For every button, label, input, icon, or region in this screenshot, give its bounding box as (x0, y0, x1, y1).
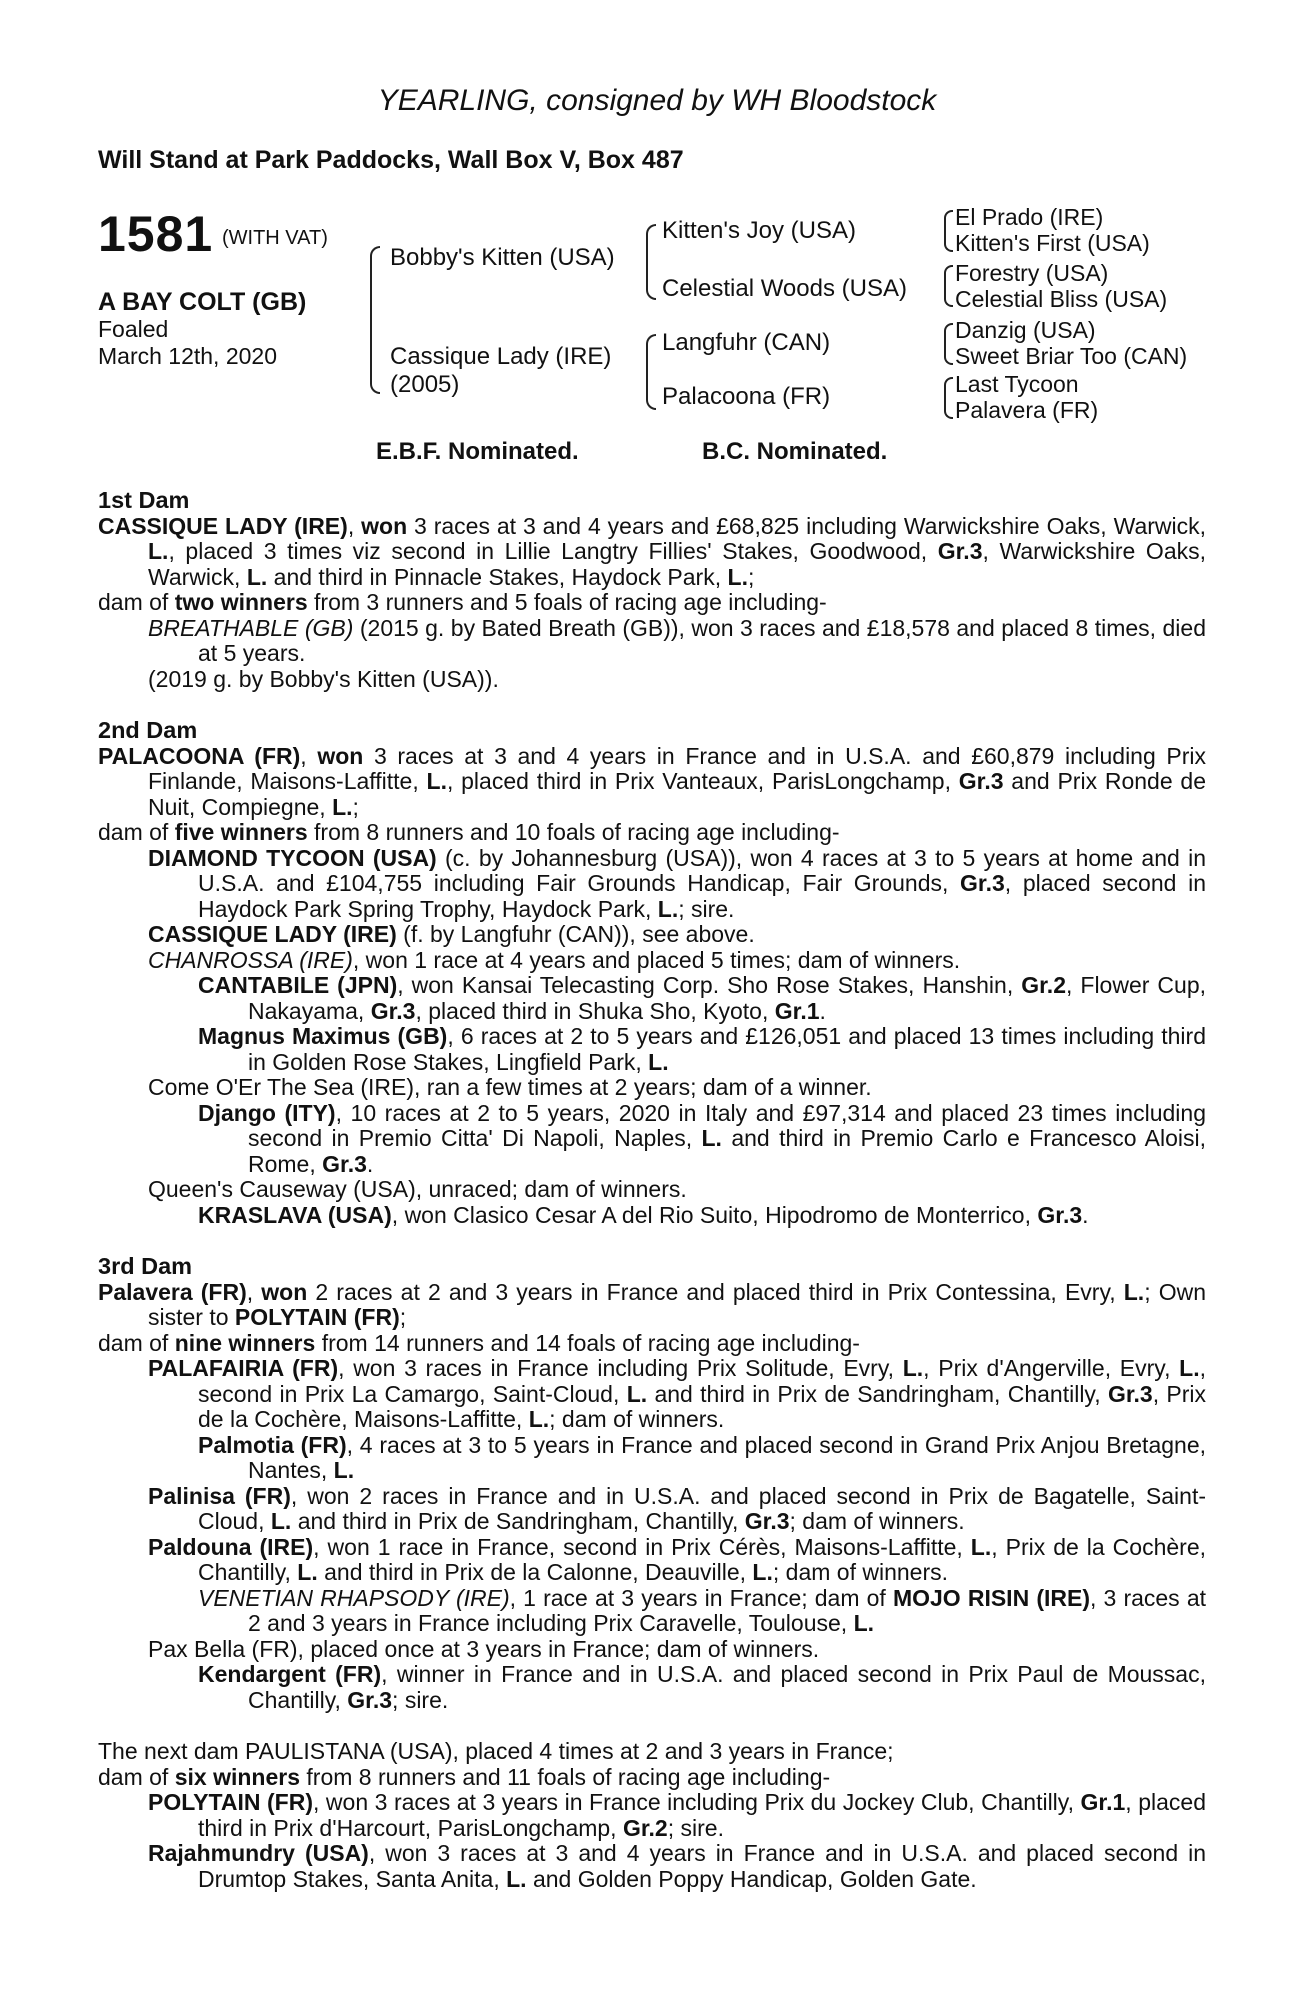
first-dam-produce-summary: dam of two winners from 3 runners and 5 foals of racing age including- (98, 589, 827, 615)
first-dam-foals (98, 616, 1206, 693)
foal-entry: BREATHABLE (GB) (2015 g. by Bated Breath (GB)), won 3 races and £18,578 and placed 8 times, died at 5 years. (148, 614, 1206, 666)
produce-entry: DIAMOND TYCOON (USA) (c. by Johannesburg (USA)), won 4 races at 3 to 5 years at home and in U.S.A. and £104,755 including Fair Grounds Handicap, Fair Grounds, Gr.3, placed second in Haydock Park Spring Trophy, Haydock Park, L.; sire. (148, 844, 1206, 922)
first-dam-section (98, 488, 1206, 692)
grand-produce-entry: Kendargent (FR), winner in France and in U.S.A. and placed second in Prix Paul de Moussac, Chantilly, Gr.3; sire. (198, 1661, 1206, 1713)
pedigree-brace-g1 (944, 210, 953, 252)
grand-produce-entry: CANTABILE (JPN), won Kansai Telecasting Corp. Sho Rose Stakes, Hanshin, Gr.2, Flower Cup, Nakayama, Gr.3, placed third in Shuka Sho, Kyoto, Gr.1. (198, 972, 1207, 1024)
produce-entry: CHANROSSA (IRE), won 1 race at 4 years and placed 5 times; dam of winners. (148, 946, 961, 973)
foal-entry: (2019 g. by Bobby's Kitten (USA)). (148, 665, 499, 692)
pedigree-g3-6: Sweet Briar Too (CAN) (955, 343, 1188, 369)
pedigree-brace-dam (646, 334, 656, 410)
pedigree-g3-3: Forestry (USA) (955, 260, 1109, 286)
pedigree-g3-4: Celestial Bliss (USA) (955, 286, 1168, 312)
pedigree-dam: Cassique Lady (IRE) (390, 343, 612, 370)
pedigree-sire-sire: Kitten's Joy (USA) (662, 217, 856, 244)
produce-entry: Paldouna (IRE), won 1 race in France, second in Prix Cérès, Maisons-Laffitte, L., Prix de la Cochère, Chantilly, L. and third in Prix de la Calonne, Deauville, L.; dam of winners. (148, 1533, 1206, 1585)
pedigree-g3-2: Kitten's First (USA) (955, 230, 1150, 256)
second-dam-record: PALACOONA (FR), won 3 races at 3 and 4 years in France and in U.S.A. and £60,879 including Prix Finlande, Maisons-Laffitte, L., placed third in Prix Vanteaux, ParisLongchamp, Gr.3 and Prix Ronde de Nuit, Compiegne, L.; (98, 742, 1207, 820)
pedigree-brace-sire (646, 224, 656, 300)
vat-note: (WITH VAT) (222, 227, 328, 249)
grand-produce-entry: VENETIAN RHAPSODY (IRE), 1 race at 3 years in France; dam of MOJO RISIN (IRE), 3 races at 2 and 3 years in France including Prix Caravelle, Toulouse, L. (198, 1584, 1207, 1636)
catalogue-header: YEARLING, consigned by WH Bloodstock (377, 84, 937, 117)
produce-entry: CASSIQUE LADY (IRE) (f. by Langfuhr (CAN)), see above. (148, 921, 755, 947)
horse-description: A BAY COLT (GB) (98, 288, 307, 316)
third-dam-heading: 3rd Dam (98, 1253, 193, 1279)
pedigree-g3-8: Palavera (FR) (955, 397, 1099, 423)
pedigree-notes (98, 488, 1206, 1892)
second-dam-produce-summary: dam of five winners from 8 runners and 10 foals of racing age including- (98, 819, 840, 845)
foaled-info (98, 316, 277, 370)
pedigree-dam-dam: Palacoona (FR) (662, 383, 831, 410)
second-dam-section (98, 718, 1206, 1228)
third-dam-produce-summary: dam of nine winners from 14 runners and 14 foals of racing age including- (98, 1329, 860, 1356)
stand-location: Will Stand at Park Paddocks, Wall Box V, Box 487 (98, 146, 684, 174)
first-dam-heading: 1st Dam (98, 487, 190, 513)
pedigree-sire-dam: Celestial Woods (USA) (662, 275, 907, 302)
produce-entry: POLYTAIN (FR), won 3 races at 3 years in France including Prix du Jockey Club, Chantilly, Gr.1, placed third in Prix d'Harcourt, ParisLongchamp, Gr.2; sire. (148, 1789, 1206, 1841)
foaled-date: March 12th, 2020 (98, 343, 278, 369)
pedigree-sire: Bobby's Kitten (USA) (390, 244, 615, 271)
grand-produce-entry: Django (ITY), 10 races at 2 to 5 years, 2020 in Italy and £97,314 and placed 23 times including second in Premio Citta' Di Napoli, Naples, L. and third in Premio Carlo e Francesco Aloisi, Rome, Gr.3. (198, 1099, 1206, 1177)
produce-entry: Queen's Causeway (USA), unraced; dam of winners. (148, 1176, 687, 1202)
third-dam-entries (98, 1356, 1206, 1713)
next-dam-section (98, 1739, 1206, 1892)
next-dam-record: The next dam PAULISTANA (USA), placed 4 times at 2 and 3 years in France; (98, 1738, 894, 1764)
pedigree-g3-5: Danzig (USA) (955, 317, 1096, 343)
pedigree-g3-1: El Prado (IRE) (955, 204, 1104, 230)
third-dam-record: Palavera (FR), won 2 races at 2 and 3 years in France and placed third in Prix Contessina, Evry, L.; Own sister to POLYTAIN (FR); (98, 1278, 1207, 1330)
pedigree-g3-7: Last Tycoon (955, 371, 1079, 397)
grand-produce-entry: Palmotia (FR), 4 races at 3 to 5 years in France and placed second in Grand Prix Anjou Bretagne, Nantes, L. (198, 1431, 1206, 1483)
foaled-label: Foaled (98, 316, 169, 342)
pedigree-dam-year: (2005) (390, 371, 460, 398)
produce-entry: Palinisa (FR), won 2 races in France and in U.S.A. and placed second in Prix de Bagatelle, Saint-Cloud, L. and third in Prix de Sandringham, Chantilly, Gr.3; dam of winners. (148, 1482, 1206, 1534)
produce-entry: PALAFAIRIA (FR), won 3 races in France including Prix Solitude, Evry, L., Prix d'Angerville, Evry, L., second in Prix La Camargo, Saint-Cloud, L. and third in Prix de Sandringham, Chantilly, Gr.3, Prix de la Cochère, Maisons-Laffitte, L.; dam of winners. (148, 1355, 1207, 1432)
pedigree-brace-main (370, 246, 380, 394)
second-dam-entries (98, 846, 1206, 1229)
third-dam-section (98, 1254, 1206, 1713)
grand-produce-entry: KRASLAVA (USA), won Clasico Cesar A del Rio Suito, Hipodromo de Monterrico, Gr.3. (198, 1201, 1089, 1228)
pedigree-dam-sire: Langfuhr (CAN) (662, 329, 831, 356)
pedigree-brace-g3 (944, 323, 953, 365)
produce-entry: Pax Bella (FR), placed once at 3 years in France; dam of winners. (148, 1635, 820, 1662)
second-dam-heading: 2nd Dam (98, 717, 198, 743)
pedigree-brace-g2 (944, 265, 953, 307)
pedigree-brace-g4 (944, 377, 953, 419)
ebf-nomination: E.B.F. Nominated. (376, 438, 579, 465)
produce-entry: Come O'Er The Sea (IRE), ran a few times at 2 years; dam of a winner. (148, 1074, 872, 1100)
first-dam-record: CASSIQUE LADY (IRE), won 3 races at 3 and 4 years and £68,825 including Warwickshire Oaks, Warwick, L., placed 3 times viz second in Lillie Langtry Fillies' Stakes, Goodwood, Gr.3, Warwickshire Oaks, Warwick, L. and third in Pinnacle Stakes, Haydock Park, L.; (98, 512, 1207, 590)
next-dam-entries (98, 1790, 1206, 1892)
next-dam-produce-summary: dam of six winners from 8 runners and 11 foals of racing age including- (98, 1763, 831, 1790)
lot-number: 1581 (98, 206, 214, 262)
produce-entry: Rajahmundry (USA), won 3 races at 3 and 4 years in France and in U.S.A. and placed second in Drumtop Stakes, Santa Anita, L. and Golden Poppy Handicap, Golden Gate. (148, 1840, 1206, 1892)
grand-produce-entry: Magnus Maximus (GB), 6 races at 2 to 5 years and £126,051 and placed 13 times including third in Golden Rose Stakes, Lingfield Park, L. (198, 1023, 1206, 1075)
bc-nomination: B.C. Nominated. (702, 438, 888, 465)
